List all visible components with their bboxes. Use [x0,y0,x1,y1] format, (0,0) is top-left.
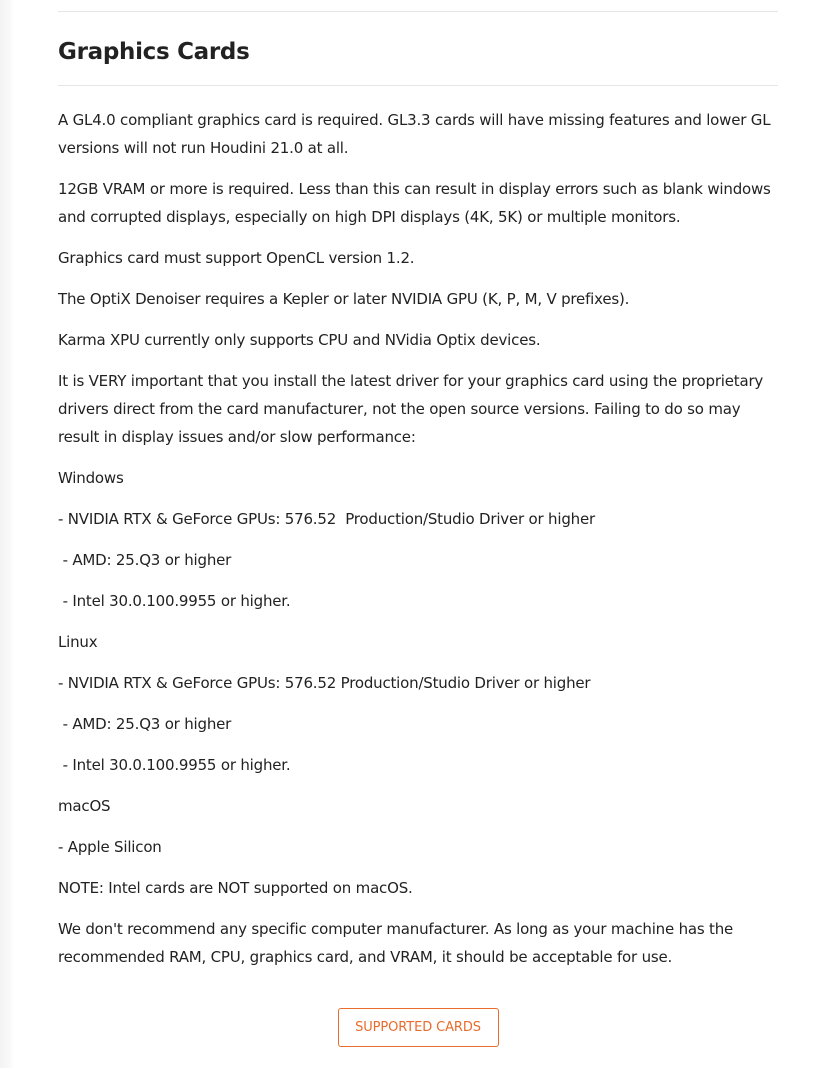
windows-nvidia-driver: - NVIDIA RTX & GeForce GPUs: 576.52 Production/Studio Driver or higher [58,510,595,528]
section-title: Graphics Cards [58,39,250,65]
button-container [58,1008,778,1047]
title-divider [58,85,778,86]
macos-heading: macOS [58,797,111,815]
macos-apple-silicon: - Apple Silicon [58,838,162,856]
linux-nvidia-driver: - NVIDIA RTX & GeForce GPUs: 576.52 Production/Studio Driver or higher [58,674,591,692]
driver-importance-paragraph: It is VERY important that you install the latest driver for your graphics card using the proprietary drivers direct from the card manufacturer, not the open source versions. Failing to do so may result in display issues and/or slow performance: [58,372,768,446]
linux-heading: Linux [58,633,98,651]
vram-requirement-paragraph: 12GB VRAM or more is required. Less than this can result in display errors such as blank windows and corrupted displays, especially on high DPI displays (4K, 5K) or multiple monitors. [58,180,776,226]
karma-xpu-paragraph: Karma XPU currently only supports CPU and NVidia Optix devices. [58,331,541,349]
optix-denoiser-paragraph: The OptiX Denoiser requires a Kepler or later NVIDIA GPU (K, P, M, V prefixes). [58,290,630,308]
left-gutter [0,0,14,1068]
opencl-requirement-paragraph: Graphics card must support OpenCL version 1.2. [58,249,415,267]
supported-cards-button[interactable]: SUPPORTED CARDS [338,1008,499,1047]
linux-amd-driver: - AMD: 25.Q3 or higher [58,715,232,733]
linux-intel-driver: - Intel 30.0.100.9955 or higher. [58,756,291,774]
windows-amd-driver: - AMD: 25.Q3 or higher [58,551,232,569]
manufacturer-recommendation-paragraph: We don't recommend any specific computer manufacturer. As long as your machine has the recommended RAM, CPU, graphics card, and VRAM, it should be acceptable for use. [58,920,738,966]
macos-intel-note: NOTE: Intel cards are NOT supported on macOS. [58,879,413,897]
windows-heading: Windows [58,469,124,487]
windows-intel-driver: - Intel 30.0.100.9955 or higher. [58,592,291,610]
requirements-text [58,106,778,984]
top-divider [58,11,778,12]
gl-requirement-paragraph: A GL4.0 compliant graphics card is required. GL3.3 cards will have missing features and lower GL versions will not run Houdini 21.0 at all. [58,111,775,157]
